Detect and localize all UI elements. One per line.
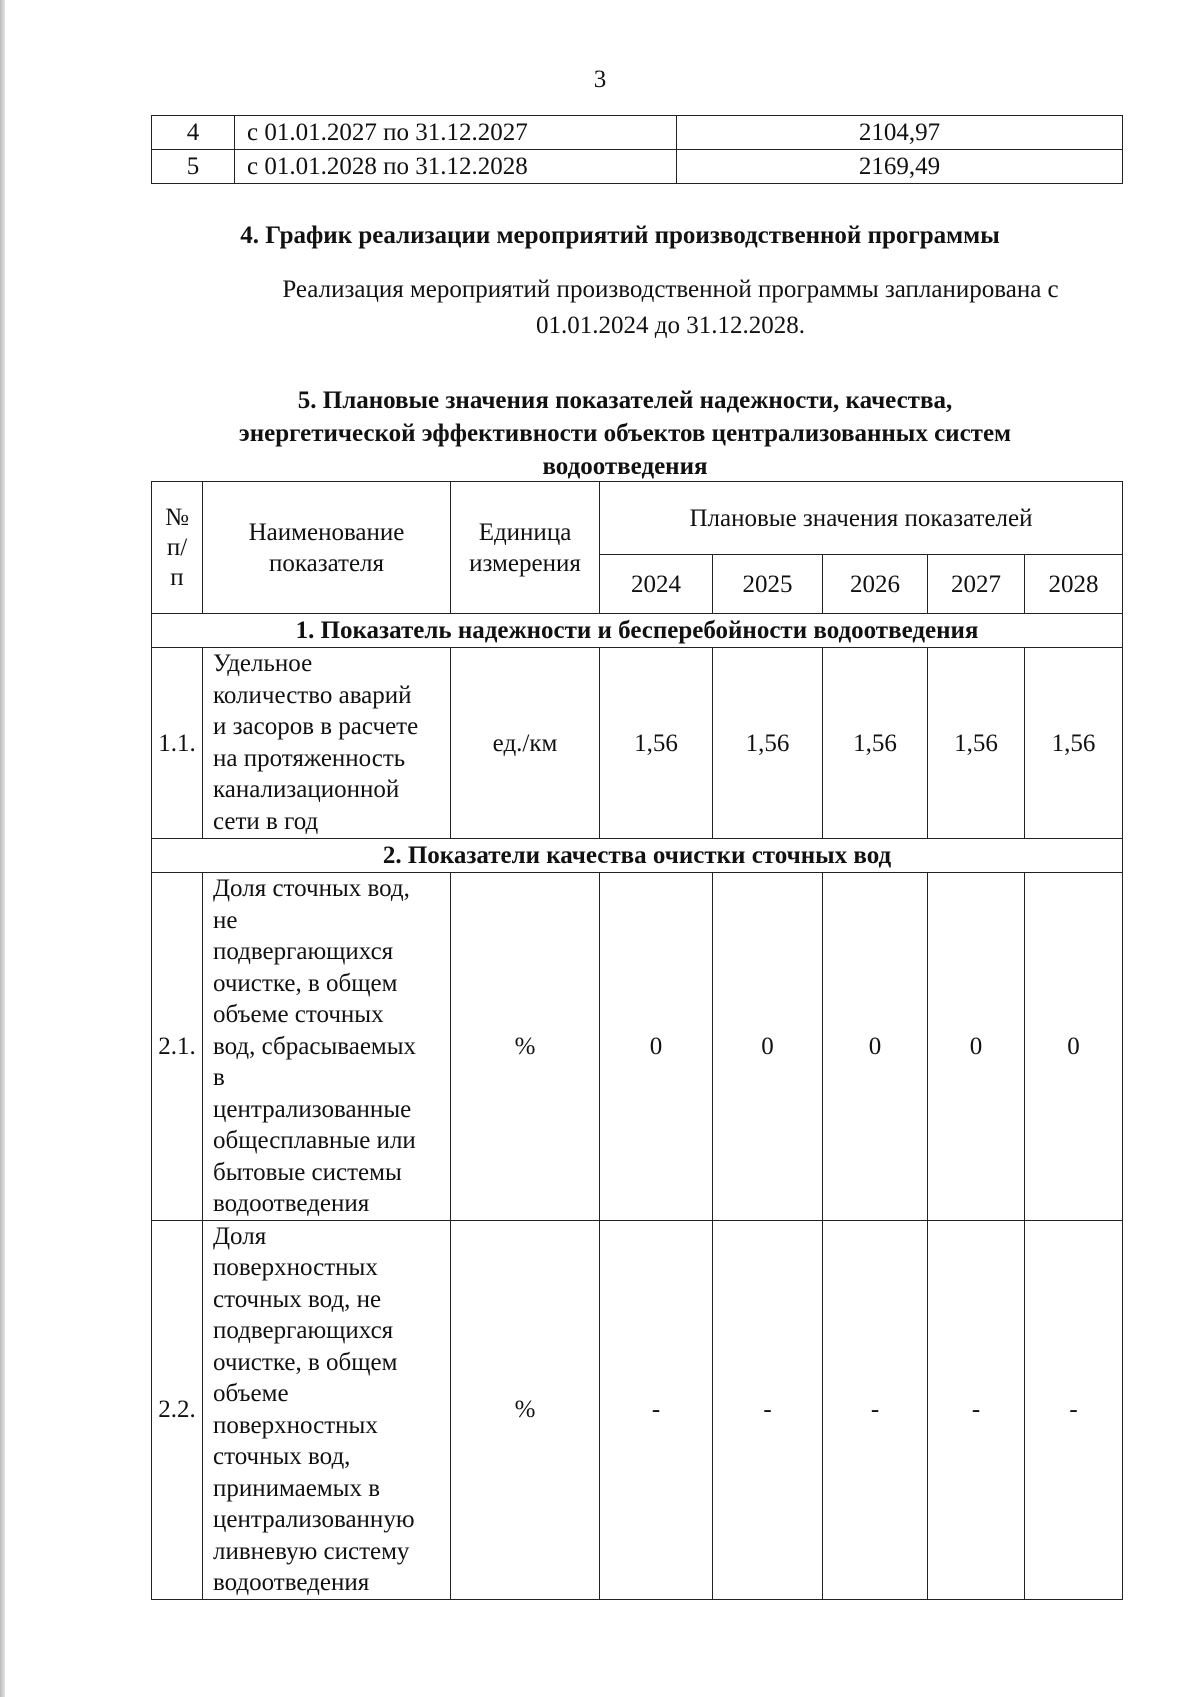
- header-name-line1: Наименование: [248, 518, 405, 546]
- scan-edge: [0, 0, 5, 1697]
- header-year: 2024: [600, 555, 713, 614]
- name-line: поверхностных: [213, 1254, 378, 1281]
- name-line: Доля: [213, 1222, 267, 1250]
- header-year: 2028: [1025, 555, 1123, 614]
- value-cell: 1,56: [1025, 648, 1123, 839]
- value-cell: 2104,97: [677, 116, 1123, 150]
- name-line: на протяженность: [213, 744, 406, 772]
- value-cell: -: [928, 1220, 1025, 1599]
- name-line: централизованные: [213, 1095, 412, 1123]
- name-line: объеме сточных: [213, 1001, 384, 1028]
- section-title: 1. Показатель надежности и бесперебойности водоотведения: [152, 614, 1123, 648]
- header-num: [152, 482, 203, 614]
- table-row: [152, 1220, 1123, 1599]
- name-line: сточных вод,: [213, 1443, 351, 1470]
- section-4-text-line2: 01.01.2024 до 31.12.2028.: [536, 312, 805, 339]
- name-line: бытовые системы: [213, 1158, 402, 1186]
- header-name: [203, 482, 451, 614]
- name-line: в: [213, 1064, 225, 1091]
- name-line: водоотведения: [213, 1569, 370, 1596]
- indicators-table: [151, 481, 1123, 1600]
- value-cell: 0: [1025, 873, 1123, 1221]
- value-cell: -: [1025, 1220, 1123, 1599]
- value-cell: 0: [600, 873, 713, 1221]
- value-cell: 1,56: [600, 648, 713, 839]
- row-number: 2.2.: [152, 1220, 203, 1599]
- unit-cell: ед./км: [451, 648, 600, 839]
- header-year: 2026: [823, 555, 928, 614]
- row-number: 4: [152, 116, 235, 150]
- indicator-name: [203, 1220, 451, 1599]
- name-line: очистке, в общем: [213, 1348, 398, 1376]
- header-num-line2: п/: [166, 533, 188, 561]
- unit-cell: %: [451, 873, 600, 1221]
- section-5-heading: [50, 384, 1200, 483]
- header-num-line3: п: [170, 563, 184, 591]
- header-name-line2: показателя: [268, 549, 385, 577]
- indicator-name: [203, 873, 451, 1221]
- tariff-continuation-table: [151, 115, 1123, 184]
- period-cell: с 01.01.2027 по 31.12.2027: [235, 116, 677, 150]
- value-cell: 0: [823, 873, 928, 1221]
- name-line: поверхностных: [213, 1411, 378, 1439]
- period-cell: с 01.01.2028 по 31.12.2028: [235, 150, 677, 184]
- value-cell: 0: [713, 873, 823, 1221]
- section-5-heading-line1: 5. Плановые значения показателей надежности, качества,: [297, 387, 953, 414]
- header-plan: Плановые значения показателей: [600, 482, 1123, 555]
- header-unit-line2: измерения: [469, 549, 581, 577]
- table-row: [152, 116, 1123, 150]
- page-number: 3: [593, 66, 607, 93]
- name-line: и засоров в расчете: [213, 713, 419, 740]
- name-line: сточных вод, не: [213, 1285, 382, 1313]
- section-4-text-line1: Реализация мероприятий производственной программы запланирована с: [282, 276, 1059, 303]
- name-line: подвергающихся: [213, 938, 394, 965]
- name-line: не: [213, 906, 238, 934]
- value-cell: -: [713, 1220, 823, 1599]
- name-line: количество аварий: [213, 681, 412, 709]
- table-row: [152, 873, 1123, 1221]
- unit-cell: %: [451, 1220, 600, 1599]
- value-cell: 0: [928, 873, 1025, 1221]
- header-unit-line1: Единица: [478, 518, 572, 546]
- table-row: [152, 150, 1123, 184]
- section-row: [152, 614, 1123, 648]
- value-cell: 2169,49: [677, 150, 1123, 184]
- header-num-line1: №: [165, 503, 189, 531]
- name-line: общесплавные или: [213, 1127, 416, 1154]
- section-5-heading-line3: водоотведения: [542, 453, 708, 480]
- name-line: подвергающихся: [213, 1317, 394, 1344]
- row-number: 2.1.: [152, 873, 203, 1221]
- name-line: принимаемых в: [213, 1474, 381, 1502]
- name-line: вод, сбрасываемых: [213, 1032, 417, 1060]
- table-row: [152, 648, 1123, 839]
- header-year: 2025: [713, 555, 823, 614]
- value-cell: -: [823, 1220, 928, 1599]
- name-line: Удельное: [213, 650, 313, 677]
- section-title: 2. Показатели качества очистки сточных вод: [152, 839, 1123, 873]
- value-cell: 1,56: [823, 648, 928, 839]
- name-line: сети в год: [213, 807, 319, 835]
- name-line: водоотведения: [213, 1190, 370, 1217]
- value-cell: 1,56: [928, 648, 1025, 839]
- name-line: Доля сточных вод,: [213, 875, 410, 902]
- section-5-heading-line2: энергетической эффективности объектов централизованных систем: [238, 420, 1012, 447]
- header-unit: [451, 482, 600, 614]
- name-line: ливневую систему: [213, 1537, 410, 1565]
- name-line: централизованную: [213, 1506, 415, 1533]
- section-row: [152, 839, 1123, 873]
- name-line: объеме: [213, 1380, 289, 1407]
- header-row: [152, 482, 1123, 555]
- header-year: 2027: [928, 555, 1025, 614]
- indicator-name: [203, 648, 451, 839]
- value-cell: 1,56: [713, 648, 823, 839]
- section-4-heading: 4. График реализации мероприятий производственной программы: [240, 222, 1000, 249]
- section-4-text: [218, 272, 1123, 344]
- row-number: 1.1.: [152, 648, 203, 839]
- value-cell: -: [600, 1220, 713, 1599]
- name-line: канализационной: [213, 776, 400, 803]
- row-number: 5: [152, 150, 235, 184]
- name-line: очистке, в общем: [213, 969, 398, 997]
